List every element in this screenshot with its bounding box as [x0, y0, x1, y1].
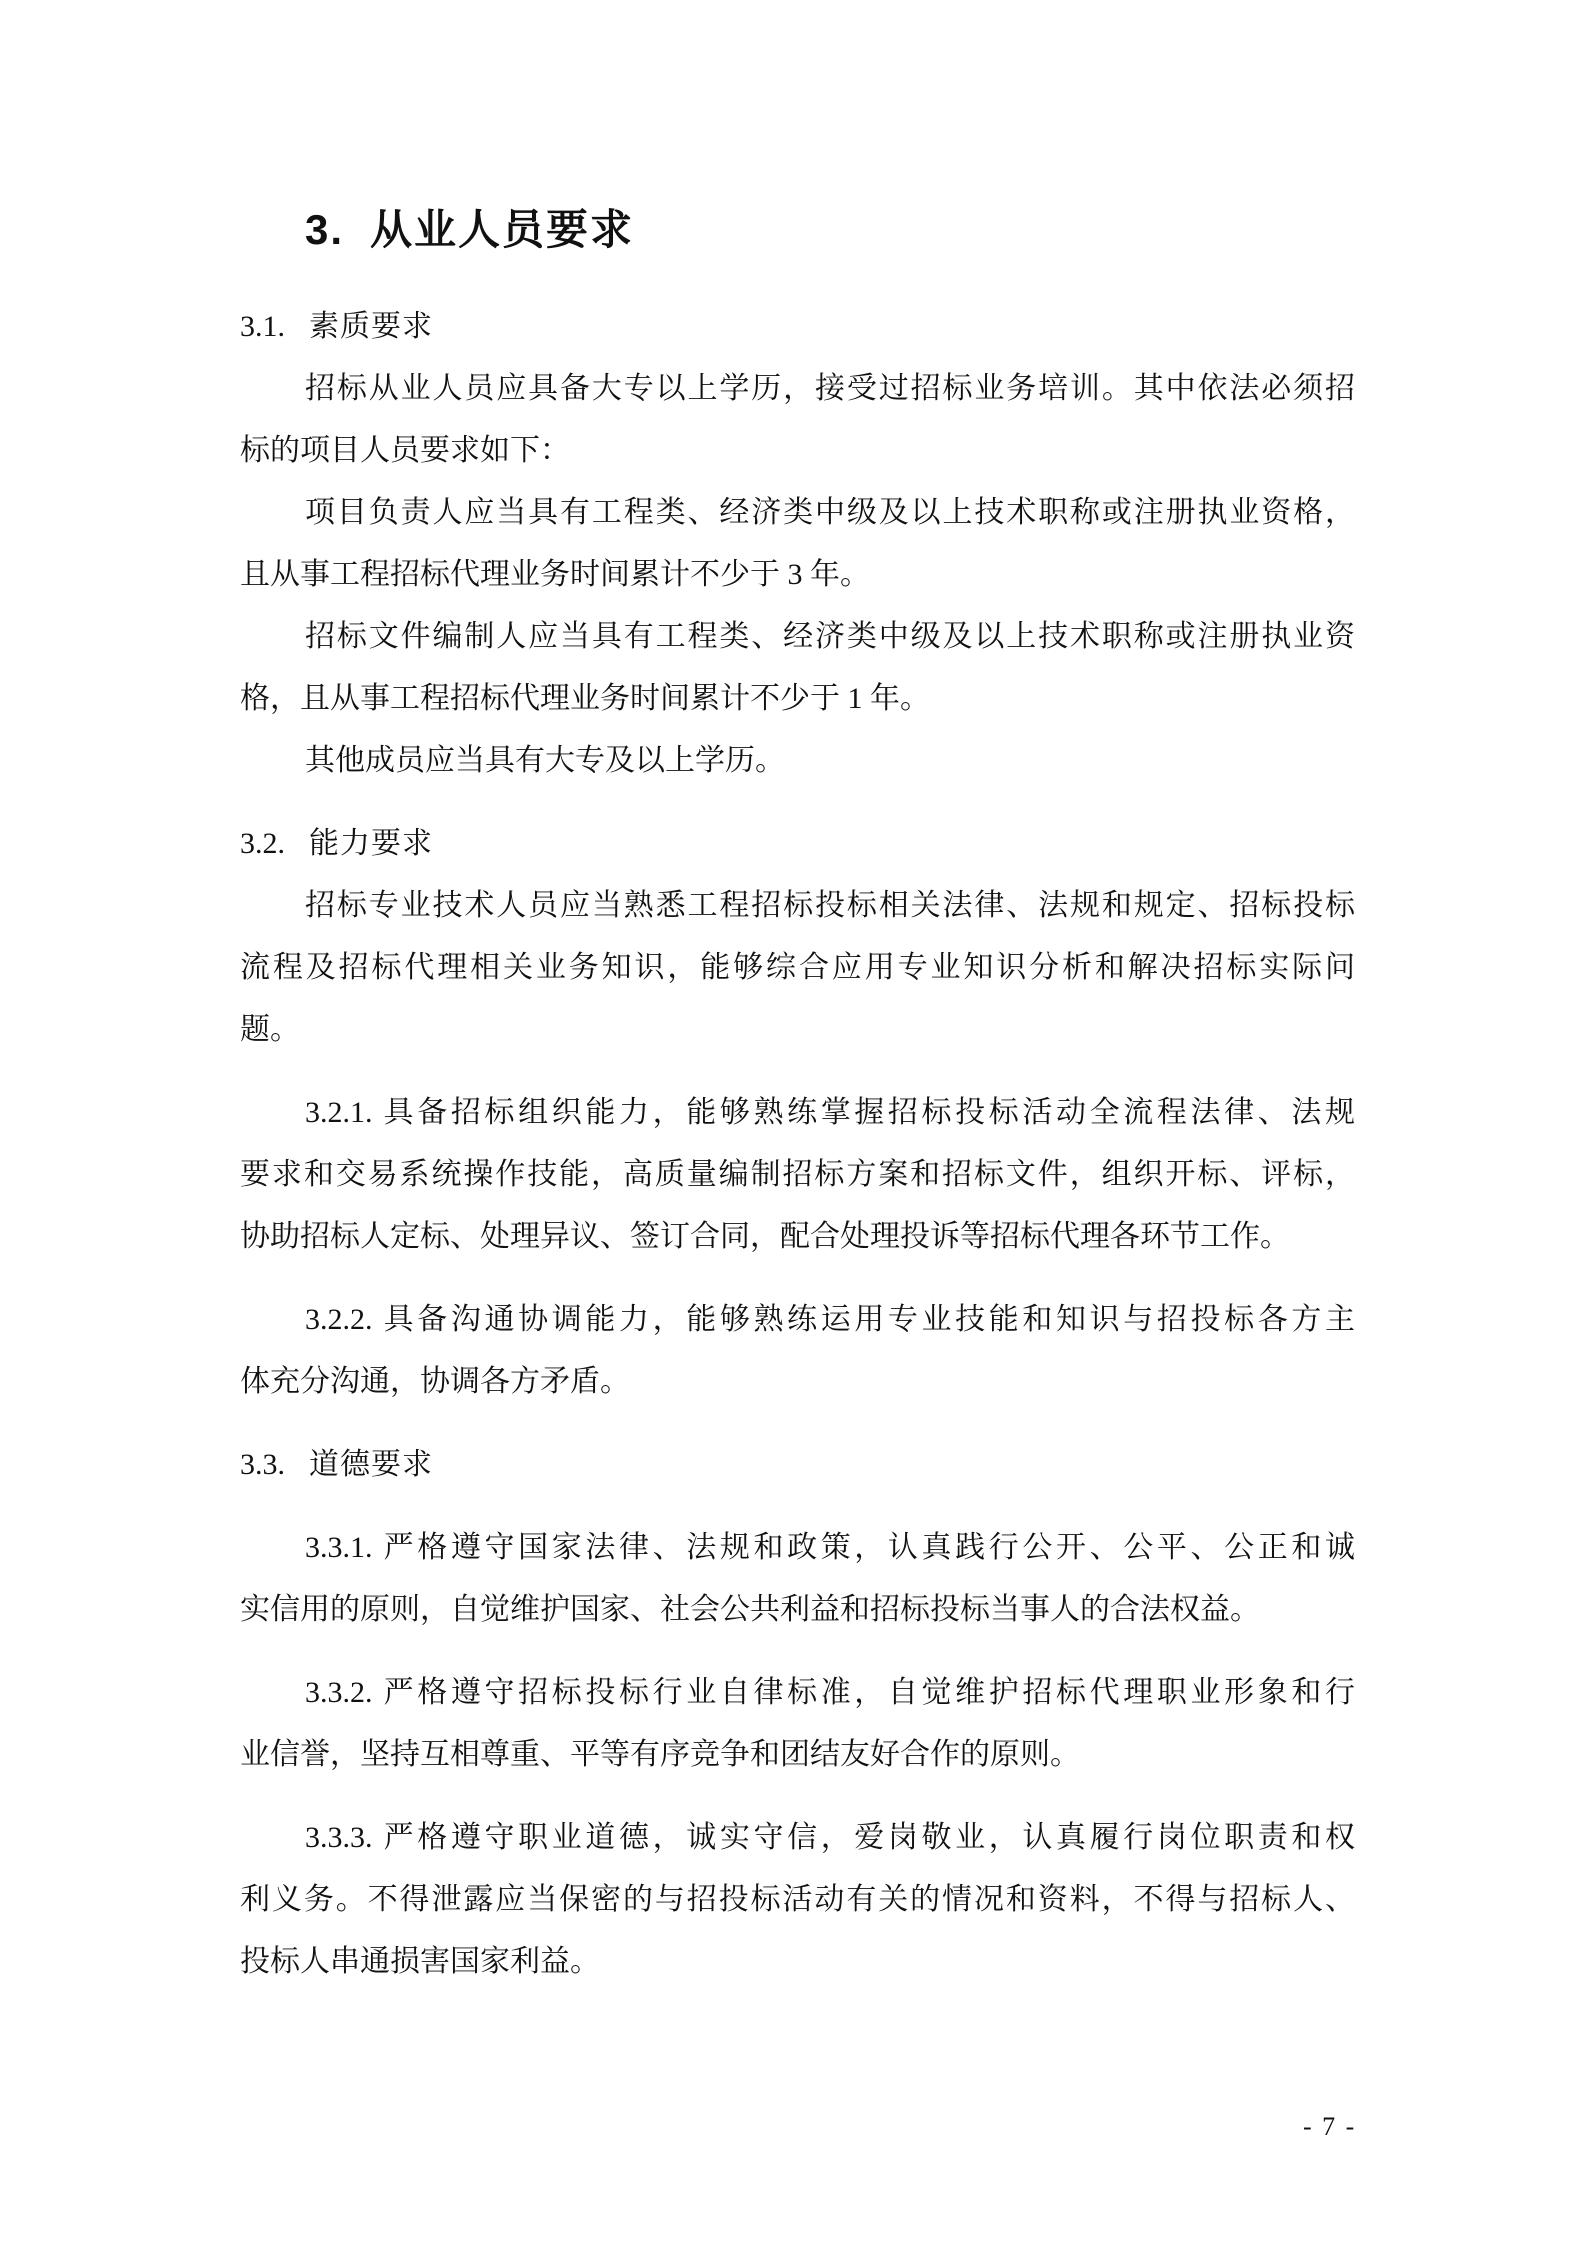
paragraph-line: 体充分沟通，协调各方矛盾。	[240, 1365, 630, 1398]
paragraph-line: 业信誉，坚持互相尊重、平等有序竞争和团结友好合作的原则。	[240, 1738, 1080, 1771]
paragraph-line: 要求和交易系统操作技能，高质量编制招标方案和招标文件，组织开标、评标，	[240, 1158, 1355, 1191]
paragraph-line: 标的项目人员要求如下：	[240, 434, 570, 467]
paragraph-line: 且从事工程招标代理业务时间累计不少于 3 年。	[240, 558, 870, 591]
paragraph-line: 3.3.1. 严格遵守国家法律、法规和政策，认真践行公开、公平、公正和诚	[305, 1531, 1355, 1564]
paragraph-line: 题。	[240, 1013, 300, 1046]
page-content	[240, 0, 1355, 1993]
paragraph-line: 其他成员应当具有大专及以上学历。	[305, 744, 785, 777]
subsection-heading-3-1	[240, 296, 1355, 358]
paragraph-line: 3.3.2. 严格遵守招标投标行业自律标准，自觉维护招标代理职业形象和行	[305, 1676, 1355, 1709]
paragraph-line: 项目负责人应当具有工程类、经济类中级及以上技术职称或注册执业资格，	[305, 496, 1355, 529]
subsection-number: 3.3.	[240, 1448, 285, 1481]
paragraph-line: 3.2.2. 具备沟通协调能力，能够熟练运用专业技能和知识与招投标各方主	[305, 1303, 1355, 1336]
subsection-heading-3-2	[240, 813, 1355, 875]
chapter-heading	[305, 205, 1355, 255]
page-number: - 7 -	[1303, 2112, 1357, 2141]
paragraph-line: 协助招标人定标、处理异议、签订合同，配合处理投诉等招标代理各环节工作。	[240, 1220, 1290, 1253]
chapter-title: 从业人员要求	[370, 206, 635, 253]
chapter-number: 3.	[305, 206, 345, 253]
paragraph-line: 招标文件编制人应当具有工程类、经济类中级及以上技术职称或注册执业资	[305, 620, 1355, 653]
subsection-title: 道德要求	[309, 1448, 433, 1481]
paragraph-line: 实信用的原则，自觉维护国家、社会公共利益和招标投标当事人的合法权益。	[240, 1593, 1260, 1626]
paragraph-line: 3.3.3. 严格遵守职业道德，诚实守信，爱岗敬业，认真履行岗位职责和权	[305, 1821, 1355, 1854]
subsection-title: 素质要求	[309, 310, 433, 343]
paragraph-line: 格，且从事工程招标代理业务时间累计不少于 1 年。	[240, 682, 930, 715]
subsection-title: 能力要求	[309, 827, 433, 860]
subsection-number: 3.2.	[240, 827, 285, 860]
paragraph-line: 利义务。不得泄露应当保密的与招投标活动有关的情况和资料，不得与招标人、	[240, 1883, 1355, 1916]
paragraph-line: 3.2.1. 具备招标组织能力，能够熟练掌握招标投标活动全流程法律、法规	[305, 1096, 1355, 1129]
paragraph-line: 投标人串通损害国家利益。	[240, 1945, 600, 1978]
paragraph-line: 招标专业技术人员应当熟悉工程招标投标相关法律、法规和规定、招标投标	[305, 889, 1355, 922]
subsection-number: 3.1.	[240, 310, 285, 343]
subsection-heading-3-3	[240, 1434, 1355, 1496]
paragraph-line: 流程及招标代理相关业务知识，能够综合应用专业知识分析和解决招标实际问	[240, 951, 1355, 984]
paragraph-line: 招标从业人员应具备大专以上学历，接受过招标业务培训。其中依法必须招	[305, 372, 1355, 405]
